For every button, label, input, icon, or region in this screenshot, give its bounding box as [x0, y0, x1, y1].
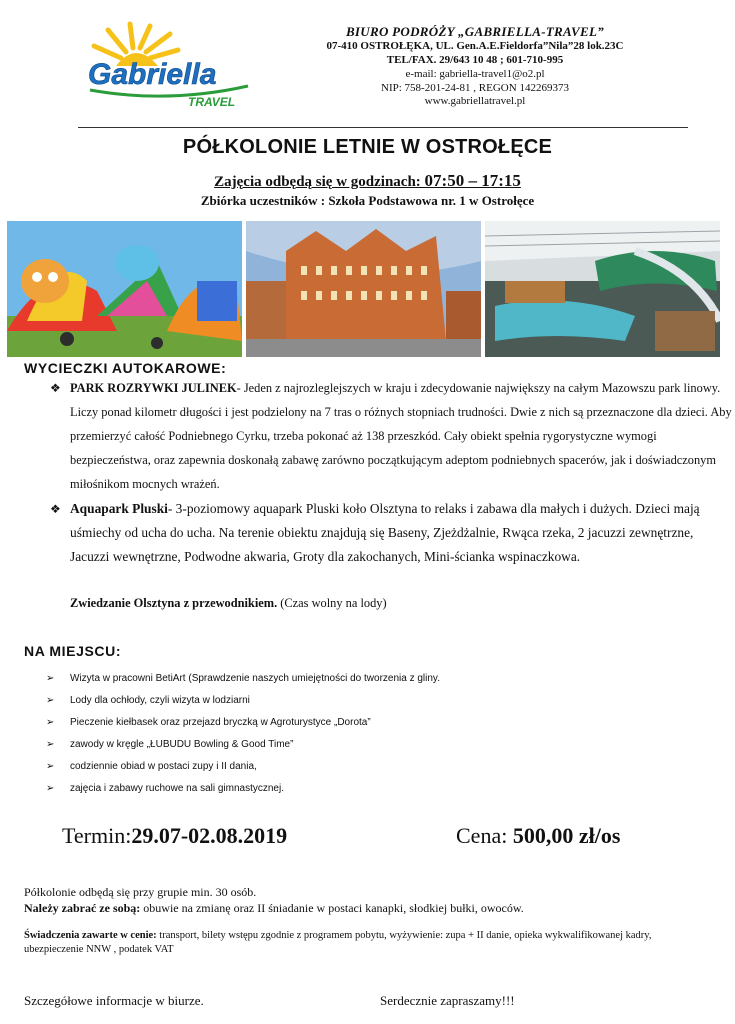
agency-email[interactable]: e-mail: gabriella-travel1@o2.pl	[405, 67, 545, 80]
included-text: transport, bilety wstępu zgodnie z programem pobytu, wyżywienie: zupa + II danie, opieka wykwalifikowanej kadry, ubezpieczenie NNW , podatek VAT	[24, 930, 652, 955]
hours-line	[0, 171, 735, 191]
list-item: ➢ zajęcia i zabawy ruchowe na sali gimnastycznej.	[46, 778, 440, 800]
agency-website[interactable]: www.gabriellatravel.pl	[424, 95, 526, 108]
agency-address: 07-410 OSTROŁĘKA, UL. Gen.A.E.Fieldorfa”Nila”28 lok.23C	[326, 40, 624, 53]
arrow-bullet-icon: ➢	[46, 761, 55, 772]
included-info	[24, 929, 664, 957]
trip-description: - 3-poziomowy aquapark Pluski koło Olsztyna to relaks i zabawa dla małych i dużych. Dzieci mają uśmiechy od ucha do ucha. Na terenie obiektu znajdują się Baseny, Zjeżdżalnie, Rwąca rzeka, 2 jacuzzi zewnętrzne, Jacuzzi wewnętrzne, Podwodne akwaria, Groty dla zakochanych, Mini-ścianka wspinaczkowa.	[70, 501, 700, 564]
list-item: ➢ Pieczenie kiełbasek oraz przejazd bryczką w Agroturystyce „Dorota”	[46, 712, 440, 734]
list-item: ➢ zawody w kręgle „ŁUBUDU Bowling & Good Time”	[46, 734, 440, 756]
arrow-bullet-icon: ➢	[46, 717, 55, 728]
term-label: Termin:	[62, 823, 132, 848]
sightseeing-bold: Zwiedzanie Olsztyna z przewodnikiem.	[70, 596, 278, 610]
bring-info	[24, 900, 724, 916]
term-dates	[62, 823, 287, 849]
agency-nip: NIP: 758-201-24-81 , REGON 142269373	[381, 81, 569, 94]
agency-phone: TEL/FAX. 29/643 10 48 ; 601-710-995	[386, 54, 564, 66]
photo-olsztyn-town	[246, 221, 481, 357]
photo-aquapark	[485, 221, 720, 357]
price-value: 500,00 zł/os	[512, 823, 621, 848]
sun-logo-icon	[78, 20, 263, 115]
arrow-bullet-icon: ➢	[46, 673, 55, 684]
price	[456, 823, 620, 849]
trip-item	[50, 497, 732, 569]
trip-name: Aquapark Pluski	[70, 501, 168, 516]
sightseeing-rest: (Czas wolny na lody)	[277, 596, 387, 610]
page-title: PÓŁKOLONIE LETNIE W OSTROŁĘCE	[182, 136, 553, 158]
arrow-bullet-icon: ➢	[46, 783, 55, 794]
price-label: Cena:	[456, 823, 513, 848]
included-label: Świadczenia zawarte w cenie:	[24, 930, 157, 941]
list-item: ➢ codziennie obiad w postaci zupy i II dania,	[46, 756, 440, 778]
list-item: ➢ Lody dla ochłody, czyli wizyta w lodziarni	[46, 690, 440, 712]
trips-heading: WYCIECZKI AUTOKAROWE:	[24, 360, 227, 376]
group-info: Półkolonie odbędą się przy grupie min. 30 osób.	[24, 885, 257, 899]
logo-sub: TRAVEL	[188, 95, 236, 109]
header-divider	[78, 127, 688, 128]
agency-name: BIURO PODRÓŻY „GABRIELLA-TRAVEL”	[345, 24, 605, 39]
sightseeing-note	[70, 592, 387, 614]
bring-label: Należy zabrać ze sobą:	[24, 901, 141, 915]
onsite-heading: NA MIEJSCU:	[24, 643, 122, 659]
onsite-list	[46, 668, 440, 800]
bring-text: obuwie na zmianę oraz II śniadanie w postaci kanapki, słodkiej bułki, owoców.	[140, 901, 524, 915]
logo-name: Gabriella	[88, 58, 217, 91]
footer-invite: Serdecznie zapraszamy!!!	[380, 993, 515, 1008]
company-logo	[78, 20, 263, 115]
footer-details: Szczegółowe informacje w biurze.	[24, 993, 204, 1008]
photo-amusement-park	[7, 221, 242, 357]
arrow-bullet-icon: ➢	[46, 739, 55, 750]
term-value: 29.07-02.08.2019	[131, 823, 288, 848]
trip-name: PARK ROZRYWKI JULINEK	[70, 381, 237, 395]
agency-contact	[290, 24, 660, 109]
list-item: ➢ Wizyta w pracowni BetiArt (Sprawdzenie naszych umiejętności do tworzenia z gliny.	[46, 668, 440, 690]
hours-time: 07:50 – 17:15	[424, 171, 521, 190]
hours-label: Zajęcia odbędą się w godzinach:	[214, 174, 425, 190]
trip-item	[50, 376, 732, 496]
trip-description: - Jeden z najrozleglejszych w kraju i zdecydowanie największy na całym Mazowszu park linowy. Liczy ponad kilometr długości i jest podzielony na 7 tras o różnych stopniach trudności. Dwie z nich są przeznaczone dla dzieci. Aby przemierzyć całość Podniebnego Cyrku, trzeba pokonać aż 138 przeszkód. Cały obiekt spełnia rygorystyczne wymogi bezpieczeństwa, oraz zapewnia doskonałą zabawę zarówno początkującym adeptom podniebnych spacerów, jak i doświadczonym miłośnikom mocnych wrażeń.	[70, 381, 732, 491]
bullet-icon: ❖	[50, 502, 61, 516]
meeting-point: Zbiórka uczestników : Szkoła Podstawowa nr. 1 w Ostrołęce	[200, 193, 535, 208]
arrow-bullet-icon: ➢	[46, 695, 55, 706]
bullet-icon: ❖	[50, 381, 61, 395]
